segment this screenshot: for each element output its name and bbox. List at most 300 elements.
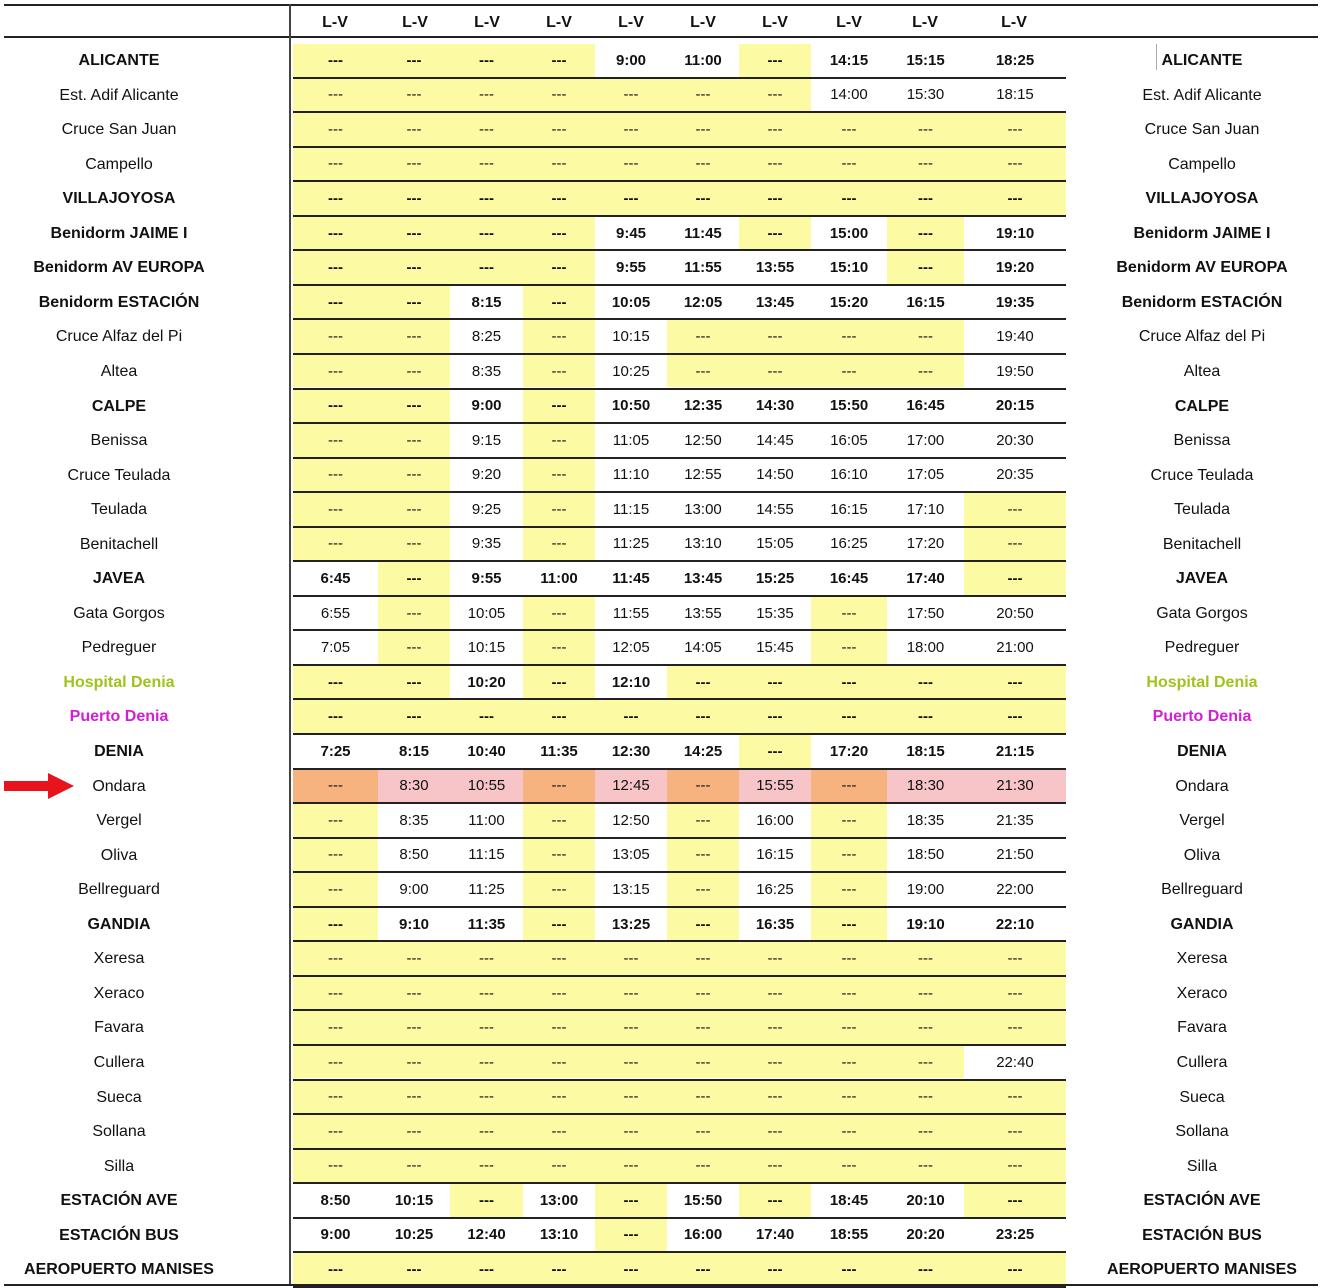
time-cell: --- (811, 148, 887, 181)
time-cell: 8:50 (399, 846, 429, 864)
station-label-left: Silla (103, 1157, 135, 1175)
time-cell: 6:55 (320, 604, 351, 622)
time-cell: --- (378, 79, 450, 112)
time-cell: 13:45 (683, 570, 723, 588)
time-cell: 10:25 (394, 1226, 434, 1244)
time-cell: 13:55 (684, 604, 722, 622)
row-rule (293, 1286, 1066, 1288)
time-cell: 18:15 (906, 742, 945, 760)
time-cell: --- (739, 148, 811, 181)
station-label-right: ALICANTE (1161, 52, 1243, 69)
time-cell: 17:05 (906, 466, 945, 484)
station-label-left: Benissa (90, 432, 148, 450)
time-cell: --- (739, 113, 811, 146)
time-cell: --- (378, 1081, 450, 1114)
time-cell: --- (595, 1150, 667, 1183)
time-cell: 10:55 (450, 770, 523, 803)
time-cell: 11:45 (612, 570, 650, 588)
time-cell: 9:10 (398, 915, 430, 933)
time-cell: 13:00 (539, 1191, 579, 1209)
time-cell: 10:15 (467, 639, 506, 657)
time-cell: --- (811, 770, 887, 803)
time-cell: 13:15 (612, 880, 650, 898)
time-cell: --- (293, 148, 378, 181)
time-cell: --- (964, 493, 1066, 526)
time-cell: --- (523, 942, 595, 975)
time-cell: --- (811, 873, 887, 906)
time-cell: 20:20 (906, 1226, 945, 1244)
time-cell: 14:45 (756, 431, 794, 449)
time-cell: --- (811, 1081, 887, 1114)
time-cell: --- (964, 1115, 1066, 1148)
column-header: L-V (618, 14, 644, 31)
time-cell: 13:45 (755, 293, 795, 311)
station-label-right: Benidorm JAIME I (1133, 224, 1271, 242)
time-cell: --- (811, 1115, 887, 1148)
time-cell: 10:05 (611, 293, 651, 311)
time-cell: 15:20 (829, 293, 869, 311)
time-cell: --- (450, 1184, 523, 1217)
time-cell: --- (450, 1081, 523, 1114)
time-cell: --- (293, 1011, 378, 1044)
time-cell: 11:00 (684, 51, 722, 69)
time-cell: --- (523, 977, 595, 1010)
time-cell: --- (450, 217, 523, 250)
station-label-left: Favara (94, 1019, 144, 1037)
time-cell: --- (523, 1150, 595, 1183)
station-label-left: Cruce Alfaz del Pi (55, 328, 183, 346)
time-cell: --- (523, 597, 595, 630)
time-cell: 8:35 (399, 811, 429, 829)
time-cell: 8:35 (471, 362, 502, 380)
time-cell: 19:50 (996, 362, 1034, 380)
time-cell: --- (378, 320, 450, 353)
time-cell: --- (667, 804, 739, 837)
time-cell: --- (293, 1046, 378, 1079)
station-label-right: Gata Gorgos (1156, 604, 1248, 622)
time-cell: 13:05 (612, 846, 650, 864)
time-cell: 18:30 (887, 770, 964, 803)
station-label-left: Vergel (96, 812, 142, 830)
time-cell: --- (887, 182, 964, 215)
station-label-right: Est. Adif Alicante (1142, 86, 1262, 104)
time-cell: --- (667, 770, 739, 803)
time-cell: --- (523, 320, 595, 353)
time-cell: 17:40 (755, 1226, 795, 1244)
time-cell: 16:00 (756, 811, 794, 829)
station-label-left: Puerto Denia (69, 708, 169, 726)
time-cell: 13:00 (684, 500, 722, 518)
time-cell: 17:20 (829, 742, 869, 760)
time-cell: 19:10 (995, 224, 1035, 242)
time-cell: --- (523, 1046, 595, 1079)
time-cell: --- (523, 217, 595, 250)
time-cell: --- (667, 839, 739, 872)
time-cell: --- (964, 148, 1066, 181)
station-label-left: Cruce San Juan (61, 121, 177, 139)
time-cell: --- (293, 251, 378, 284)
time-cell: 16:15 (756, 846, 794, 864)
time-cell: 14:05 (684, 639, 722, 657)
time-cell: --- (450, 1115, 523, 1148)
time-cell: 14:15 (829, 51, 869, 69)
time-cell: 12:40 (467, 1226, 506, 1244)
time-cell: --- (739, 320, 811, 353)
time-cell: --- (887, 942, 964, 975)
time-cell: --- (378, 666, 450, 699)
station-label-left: Oliva (100, 846, 138, 864)
station-label-right: Puerto Denia (1152, 708, 1252, 726)
time-cell: 14:55 (756, 500, 794, 518)
time-cell: --- (378, 113, 450, 146)
time-cell: --- (293, 977, 378, 1010)
time-cell: 9:20 (471, 466, 502, 484)
column-header: L-V (402, 14, 428, 31)
time-cell: --- (523, 631, 595, 664)
time-cell: --- (811, 1011, 887, 1044)
time-cell: --- (450, 182, 523, 215)
time-cell: --- (523, 424, 595, 457)
station-label-left: DENIA (94, 743, 144, 760)
time-cell: --- (293, 873, 378, 906)
time-cell: --- (523, 700, 595, 733)
time-cell: --- (964, 562, 1066, 595)
station-label-left: GANDIA (87, 915, 151, 933)
time-cell: 11:00 (540, 570, 578, 588)
time-cell: --- (523, 770, 595, 803)
time-cell: --- (293, 908, 378, 941)
time-cell: 11:15 (468, 846, 505, 864)
station-label-left: AEROPUERTO MANISES (24, 1261, 214, 1279)
time-cell: 11:45 (684, 224, 722, 242)
time-cell: 9:45 (615, 224, 647, 242)
time-cell: --- (887, 251, 964, 284)
column-header: L-V (690, 14, 716, 31)
time-cell: 20:10 (906, 1191, 945, 1209)
station-label-left: Campello (85, 155, 153, 173)
time-cell: --- (523, 839, 595, 872)
time-cell: --- (887, 320, 964, 353)
time-cell: --- (523, 459, 595, 492)
time-cell: 15:50 (683, 1191, 723, 1209)
time-cell: --- (739, 700, 811, 733)
time-cell: --- (887, 1253, 964, 1286)
time-cell: --- (667, 666, 739, 699)
station-label-right: Benidorm ESTACIÓN (1121, 293, 1283, 311)
time-cell: --- (450, 148, 523, 181)
station-label-right: Silla (1186, 1157, 1218, 1175)
time-cell: --- (523, 390, 595, 423)
time-cell: --- (378, 251, 450, 284)
time-cell: --- (887, 113, 964, 146)
time-cell: --- (378, 977, 450, 1010)
time-cell: --- (667, 182, 739, 215)
time-cell: 8:50 (320, 1191, 351, 1209)
time-cell: --- (667, 873, 739, 906)
time-cell: --- (378, 700, 450, 733)
time-cell: 9:00 (399, 880, 429, 898)
time-cell: 14:50 (756, 466, 794, 484)
time-cell: --- (887, 1115, 964, 1148)
time-cell: --- (293, 839, 378, 872)
time-cell: --- (964, 1011, 1066, 1044)
time-cell: --- (964, 1150, 1066, 1183)
time-cell: 19:40 (996, 328, 1034, 346)
station-label-right: JAVEA (1175, 570, 1229, 588)
station-label-left: Est. Adif Alicante (59, 86, 179, 104)
time-cell: --- (378, 942, 450, 975)
station-label-left: Cruce Teulada (67, 466, 171, 484)
time-cell: --- (450, 700, 523, 733)
time-cell: --- (595, 182, 667, 215)
time-cell: 18:35 (906, 811, 945, 829)
station-label-left: Benidorm AV EUROPA (33, 259, 205, 277)
station-label-left: Sueca (96, 1088, 142, 1106)
time-cell: --- (739, 79, 811, 112)
time-cell: --- (523, 1011, 595, 1044)
time-cell: 14:25 (683, 742, 723, 760)
time-cell: 17:00 (906, 431, 945, 449)
time-cell: --- (595, 1046, 667, 1079)
time-cell: --- (523, 528, 595, 561)
time-cell: 9:00 (471, 397, 502, 415)
time-cell: --- (887, 217, 964, 250)
time-cell: --- (293, 355, 378, 388)
time-cell: 16:45 (906, 397, 945, 415)
time-cell: --- (293, 320, 378, 353)
time-cell: --- (378, 182, 450, 215)
time-cell: --- (378, 217, 450, 250)
time-cell: --- (293, 942, 378, 975)
time-cell: --- (667, 1115, 739, 1148)
time-cell: 19:35 (995, 293, 1035, 311)
time-cell: --- (667, 1011, 739, 1044)
time-cell: --- (378, 286, 450, 319)
time-cell: --- (739, 1115, 811, 1148)
column-header: L-V (322, 14, 348, 31)
time-cell: 16:00 (683, 1226, 723, 1244)
time-cell: 21:00 (996, 639, 1034, 657)
time-cell: --- (378, 459, 450, 492)
time-cell: 15:25 (755, 570, 795, 588)
station-label-right: Altea (1183, 362, 1221, 380)
time-cell: 11:05 (612, 431, 650, 449)
time-cell: --- (887, 148, 964, 181)
time-cell: --- (523, 44, 595, 77)
time-cell: 15:05 (756, 535, 794, 553)
time-cell: --- (523, 148, 595, 181)
time-cell: 8:30 (378, 770, 450, 803)
time-cell: --- (450, 1253, 523, 1286)
time-cell: --- (378, 44, 450, 77)
time-cell: --- (378, 1046, 450, 1079)
time-cell: 15:00 (829, 224, 869, 242)
time-cell: --- (293, 700, 378, 733)
time-cell: 22:00 (996, 880, 1034, 898)
time-cell: --- (739, 942, 811, 975)
time-cell: --- (523, 113, 595, 146)
time-cell: --- (293, 424, 378, 457)
time-cell: 9:35 (471, 535, 502, 553)
time-cell: --- (739, 1046, 811, 1079)
time-cell: --- (293, 493, 378, 526)
station-label-right: Sollana (1175, 1123, 1229, 1141)
time-cell: --- (523, 804, 595, 837)
time-cell: --- (887, 666, 964, 699)
station-label-right: Bellreguard (1161, 881, 1243, 899)
station-label-left: Gata Gorgos (73, 604, 165, 622)
time-cell: --- (378, 528, 450, 561)
time-cell: 21:30 (964, 770, 1066, 803)
time-cell: --- (523, 79, 595, 112)
time-cell: --- (739, 217, 811, 250)
station-label-right: Pedreguer (1164, 639, 1240, 657)
time-cell: 21:35 (996, 811, 1034, 829)
time-cell: --- (523, 873, 595, 906)
time-cell: --- (595, 942, 667, 975)
time-cell: --- (739, 355, 811, 388)
header-rule (4, 36, 1318, 38)
station-label-left: Benidorm ESTACIÓN (38, 293, 200, 311)
time-cell: 15:15 (906, 51, 945, 69)
time-cell: 18:45 (829, 1191, 869, 1209)
station-label-right: Benidorm AV EUROPA (1116, 259, 1288, 277)
time-cell: 11:35 (540, 742, 578, 760)
time-cell: 16:25 (756, 880, 794, 898)
time-cell: 15:45 (756, 639, 794, 657)
time-cell: 10:05 (467, 604, 506, 622)
station-label-left: CALPE (91, 397, 147, 415)
time-cell: --- (667, 942, 739, 975)
station-label-right: Ondara (1175, 777, 1229, 795)
time-cell: --- (595, 1011, 667, 1044)
station-label-right: VILLAJOYOSA (1145, 190, 1259, 208)
time-cell: 12:05 (683, 293, 723, 311)
station-label-left: Xeresa (93, 950, 145, 968)
time-cell: --- (293, 1115, 378, 1148)
time-cell: 20:30 (996, 431, 1034, 449)
time-cell: 14:00 (830, 86, 868, 104)
time-cell: --- (964, 666, 1066, 699)
time-cell: --- (964, 113, 1066, 146)
time-cell: --- (964, 182, 1066, 215)
time-cell: --- (450, 1150, 523, 1183)
column-header: L-V (912, 14, 938, 31)
station-label-right: GANDIA (1170, 915, 1234, 933)
time-cell: 8:25 (471, 328, 502, 346)
time-cell: --- (378, 390, 450, 423)
station-label-right: Xeraco (1176, 984, 1228, 1002)
time-cell: 11:55 (684, 259, 722, 277)
time-cell: 12:45 (595, 770, 667, 803)
time-cell: 21:50 (996, 846, 1034, 864)
time-cell: 12:55 (684, 466, 722, 484)
time-cell: 12:05 (612, 639, 650, 657)
station-label-right: ESTACIÓN BUS (1142, 1226, 1262, 1244)
time-cell: --- (378, 355, 450, 388)
time-cell: 10:20 (467, 673, 506, 691)
time-cell: 13:25 (611, 915, 651, 933)
time-cell: 17:10 (906, 500, 945, 518)
time-cell: --- (811, 355, 887, 388)
station-label-right: Benitachell (1162, 535, 1242, 553)
time-cell: --- (293, 182, 378, 215)
station-label-left: ESTACIÓN BUS (59, 1226, 179, 1244)
time-cell: 20:15 (995, 397, 1035, 415)
column-header: L-V (762, 14, 788, 31)
time-cell: --- (811, 597, 887, 630)
time-cell: --- (293, 770, 378, 803)
time-cell: --- (523, 666, 595, 699)
station-label-left: Teulada (90, 501, 148, 519)
time-cell: --- (378, 1115, 450, 1148)
time-cell: --- (523, 908, 595, 941)
time-cell: 20:35 (996, 466, 1034, 484)
time-cell: --- (739, 182, 811, 215)
time-cell: --- (667, 1081, 739, 1114)
time-cell: --- (811, 1150, 887, 1183)
station-label-left: VILLAJOYOSA (62, 190, 176, 208)
time-cell: --- (293, 528, 378, 561)
time-cell: --- (964, 977, 1066, 1010)
time-cell: --- (811, 804, 887, 837)
time-cell: --- (595, 977, 667, 1010)
time-cell: 9:15 (471, 431, 502, 449)
time-cell: --- (595, 113, 667, 146)
time-cell: --- (450, 251, 523, 284)
column-header: L-V (546, 14, 572, 31)
station-label-right: ESTACIÓN AVE (1143, 1192, 1261, 1210)
time-cell: --- (739, 1011, 811, 1044)
time-cell: --- (887, 1150, 964, 1183)
station-label-right: Oliva (1183, 846, 1221, 864)
station-label-right: Cullera (1176, 1053, 1228, 1071)
column-header: L-V (474, 14, 500, 31)
time-cell: 15:50 (829, 397, 869, 415)
time-cell: 21:15 (995, 742, 1035, 760)
station-label-left: JAVEA (92, 570, 146, 588)
time-cell: --- (523, 1081, 595, 1114)
column-header: L-V (836, 14, 862, 31)
time-cell: --- (739, 666, 811, 699)
time-cell: 16:45 (829, 570, 869, 588)
time-cell: --- (293, 113, 378, 146)
time-cell: --- (595, 1219, 667, 1252)
time-cell: 19:00 (906, 880, 945, 898)
time-cell: 15:55 (739, 770, 811, 803)
time-cell: --- (523, 1253, 595, 1286)
time-cell: --- (811, 182, 887, 215)
time-cell: 19:10 (906, 915, 945, 933)
time-cell: --- (450, 1046, 523, 1079)
time-cell: --- (964, 1081, 1066, 1114)
station-label-left: Altea (100, 362, 138, 380)
bottom-rule (4, 1284, 1318, 1286)
time-cell: --- (667, 79, 739, 112)
time-cell: --- (739, 1081, 811, 1114)
time-cell: --- (595, 148, 667, 181)
time-cell: --- (667, 1046, 739, 1079)
time-cell: 9:25 (471, 500, 502, 518)
time-cell: --- (523, 493, 595, 526)
time-cell: --- (378, 424, 450, 457)
station-label-right: Hospital Denia (1146, 673, 1258, 691)
time-cell: 17:50 (906, 604, 945, 622)
time-cell: --- (450, 113, 523, 146)
time-cell: --- (887, 1046, 964, 1079)
time-cell: --- (667, 1253, 739, 1286)
time-cell: 8:15 (471, 293, 502, 311)
